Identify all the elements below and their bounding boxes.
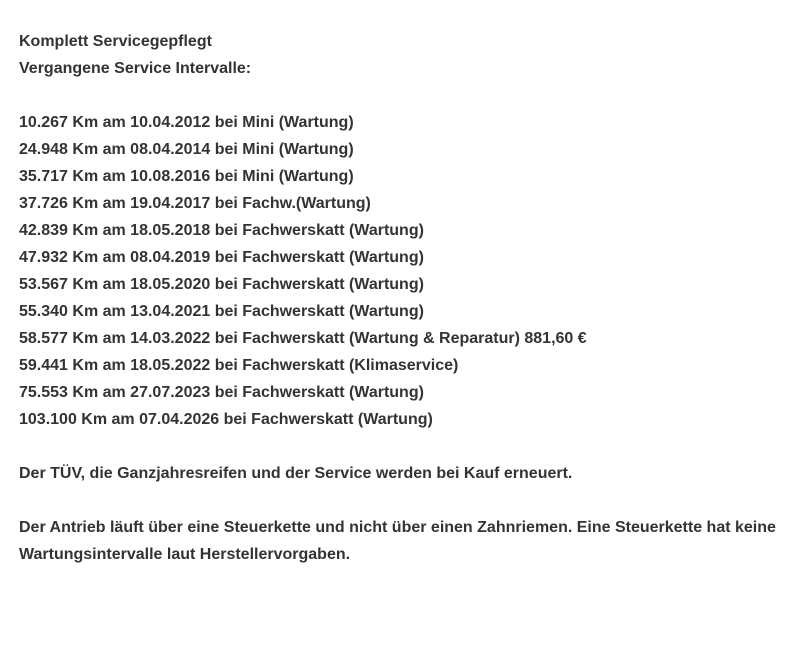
service-entry: 24.948 Km am 08.04.2014 bei Mini (Wartung) xyxy=(19,141,354,158)
spacer xyxy=(19,433,789,460)
service-entry: 47.932 Km am 08.04.2019 bei Fachwerskatt (Wartung) xyxy=(19,249,424,266)
service-entry: 37.726 Km am 19.04.2017 bei Fachw.(Wartung) xyxy=(19,195,371,212)
note-tuev: Der TÜV, die Ganzjahresreifen und der Service werden bei Kauf erneuert. xyxy=(19,465,573,482)
spacer xyxy=(19,82,789,109)
spacer xyxy=(19,487,789,514)
service-entry: 59.441 Km am 18.05.2022 bei Fachwerskatt (Klimaservice) xyxy=(19,357,459,374)
service-entry: 35.717 Km am 10.08.2016 bei Mini (Wartung) xyxy=(19,168,354,185)
service-entry: 10.267 Km am 10.04.2012 bei Mini (Wartung) xyxy=(19,114,354,131)
service-entry: 75.553 Km am 27.07.2023 bei Fachwerskatt (Wartung) xyxy=(19,384,424,401)
heading-title: Komplett Servicegepflegt xyxy=(19,33,212,50)
service-entry: 103.100 Km am 07.04.2026 bei Fachwerskatt (Wartung) xyxy=(19,411,433,428)
note-antrieb: Der Antrieb läuft über eine Steuerkette und nicht über einen Zahnriemen. Eine Steuerkette hat keine Wartungsintervalle laut Herstellervorgaben. xyxy=(19,519,776,563)
service-entry: 42.839 Km am 18.05.2018 bei Fachwerskatt (Wartung) xyxy=(19,222,424,239)
service-entry: 58.577 Km am 14.03.2022 bei Fachwerskatt (Wartung & Reparatur) 881,60 € xyxy=(19,330,587,347)
service-entry: 53.567 Km am 18.05.2020 bei Fachwerskatt (Wartung) xyxy=(19,276,424,293)
heading-subtitle: Vergangene Service Intervalle: xyxy=(19,60,252,77)
service-entry: 55.340 Km am 13.04.2021 bei Fachwerskatt (Wartung) xyxy=(19,303,424,320)
description-text xyxy=(19,28,789,568)
